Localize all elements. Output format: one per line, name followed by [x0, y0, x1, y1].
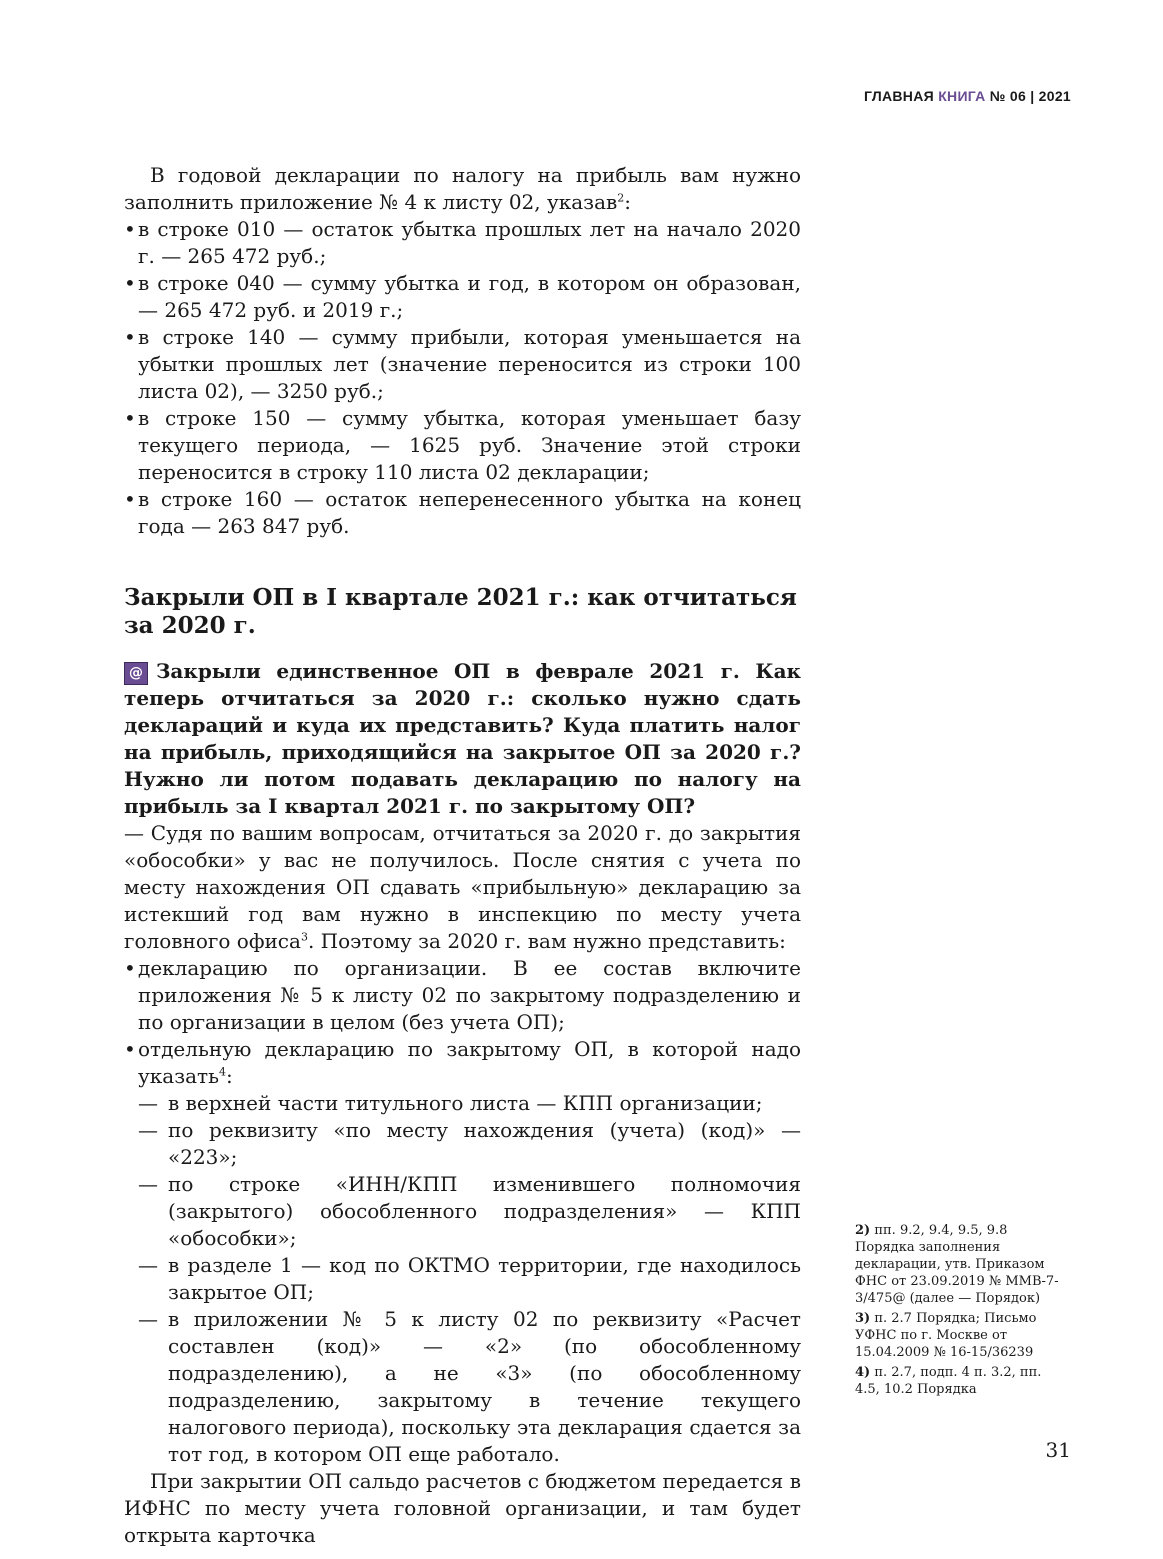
- section-title: Закрыли ОП в I квартале 2021 г.: как отчитаться за 2020 г.: [124, 584, 797, 639]
- email-at-icon: @: [124, 662, 148, 685]
- dash-item: — по строке «ИНН/КПП изменившего полномочия (закрытого) обособленного подразделения» — КПП «обособки»;: [138, 1171, 801, 1252]
- dash-item: — по реквизиту «по месту нахождения (учета) (код)» — «223»;: [138, 1117, 801, 1171]
- dash-item: — в верхней части титульного листа — КПП организации;: [138, 1090, 801, 1117]
- closing-paragraph: При закрытии ОП сальдо расчетов с бюджетом передается в ИФНС по месту учета головной организации, и там будет открыта карточка: [124, 1469, 801, 1547]
- list-item: • в строке 140 — сумму прибыли, которая уменьшается на убытки прошлых лет (значение переносится из строки 100 листа 02), — 3250 руб.;: [124, 324, 801, 405]
- dash-item: — в разделе 1 — код по ОКТМО территории, где находилось закрытое ОП;: [138, 1252, 801, 1306]
- footnote-ref-2[interactable]: 2: [617, 191, 625, 205]
- running-header: [864, 88, 1071, 104]
- list-item: • в строке 010 — остаток убытка прошлых лет на начало 2020 г. — 265 472 руб.;: [124, 216, 801, 270]
- footnote-2: 2) пп. 9.2, 9.4, 9.5, 9.8 Порядка заполнения декларации, утв. Приказом ФНС от 23.09.2019 № ММВ-7-3/475@ (далее — Порядок): [855, 1223, 1059, 1306]
- list-item: • в строке 150 — сумму убытка, которая уменьшает базу текущего периода, — 1625 руб. Значение этой строки переносится в строку 110 листа 02 декларации;: [124, 405, 801, 486]
- article-body: [124, 162, 801, 1549]
- declarations-list: [124, 955, 801, 1090]
- declaration-lines-list: [124, 216, 801, 540]
- header-title-main: ГЛАВНАЯ: [863, 88, 934, 104]
- list-item: • в строке 160 — остаток неперенесенного убытка на конец года — 263 847 руб.: [124, 486, 801, 540]
- page-number: 31: [1045, 1438, 1071, 1462]
- list-item: • декларацию по организации. В ее состав включите приложения № 5 к листу 02 по закрытому подразделению и по организации в целом (без учета ОП);: [124, 955, 801, 1036]
- header-issue: № 06 | 2021: [989, 88, 1071, 104]
- footnote-ref-3[interactable]: 3: [300, 930, 308, 944]
- header-title-accent: КНИГА: [938, 88, 986, 104]
- dash-item: — в приложении № 5 к листу 02 по реквизиту «Расчет составлен (код)» — «2» (по обособленному подразделению), а не «3» (по обособленному подразделению, закрытому в течение текущего налогового периода), поскольку эта декларация сдается за тот год, в котором ОП еще работало.: [138, 1306, 801, 1468]
- declaration-fields-list: [124, 1090, 801, 1468]
- footnote-4: 4) п. 2.7, подп. 4 п. 3.2, пп. 4.5, 10.2 Порядка: [855, 1365, 1042, 1397]
- list-item: • в строке 040 — сумму убытка и год, в котором он образован, — 265 472 руб. и 2019 г.;: [124, 270, 801, 324]
- footnotes: [855, 1222, 1070, 1401]
- reader-question: @ Закрыли единственное ОП в феврале 2021 г. Как теперь отчитаться за 2020 г.: сколько нужно сдать деклараций и куда их представить? Куда платить налог на прибыль, приходящийся на закрытое ОП за 2020 г.? Нужно ли потом подавать декларацию по налогу на прибыль за I квартал 2021 г. по закрытому ОП?: [124, 659, 801, 818]
- footnote-ref-4[interactable]: 4: [218, 1065, 226, 1079]
- list-item: • отдельную декларацию по закрытому ОП, в которой надо указать$^4$:: [124, 1036, 801, 1090]
- footnote-3: 3) п. 2.7 Порядка; Письмо УФНС по г. Москве от 15.04.2009 № 16-15/36239: [855, 1311, 1037, 1360]
- intro-paragraph: В годовой декларации по налогу на прибыль вам нужно заполнить приложение № 4 к листу 02, указав$^2$:: [124, 163, 801, 214]
- answer-paragraph: — Судя по вашим вопросам, отчитаться за 2020 г. до закрытия «обособки» у вас не получилось. После снятия с учета по месту нахождения ОП сдавать «прибыльную» декларацию за истекший год вам нужно в инспекцию по месту учета головного офиса$^3$. Поэтому за 2020 г. вам нужно представить:: [124, 821, 801, 953]
